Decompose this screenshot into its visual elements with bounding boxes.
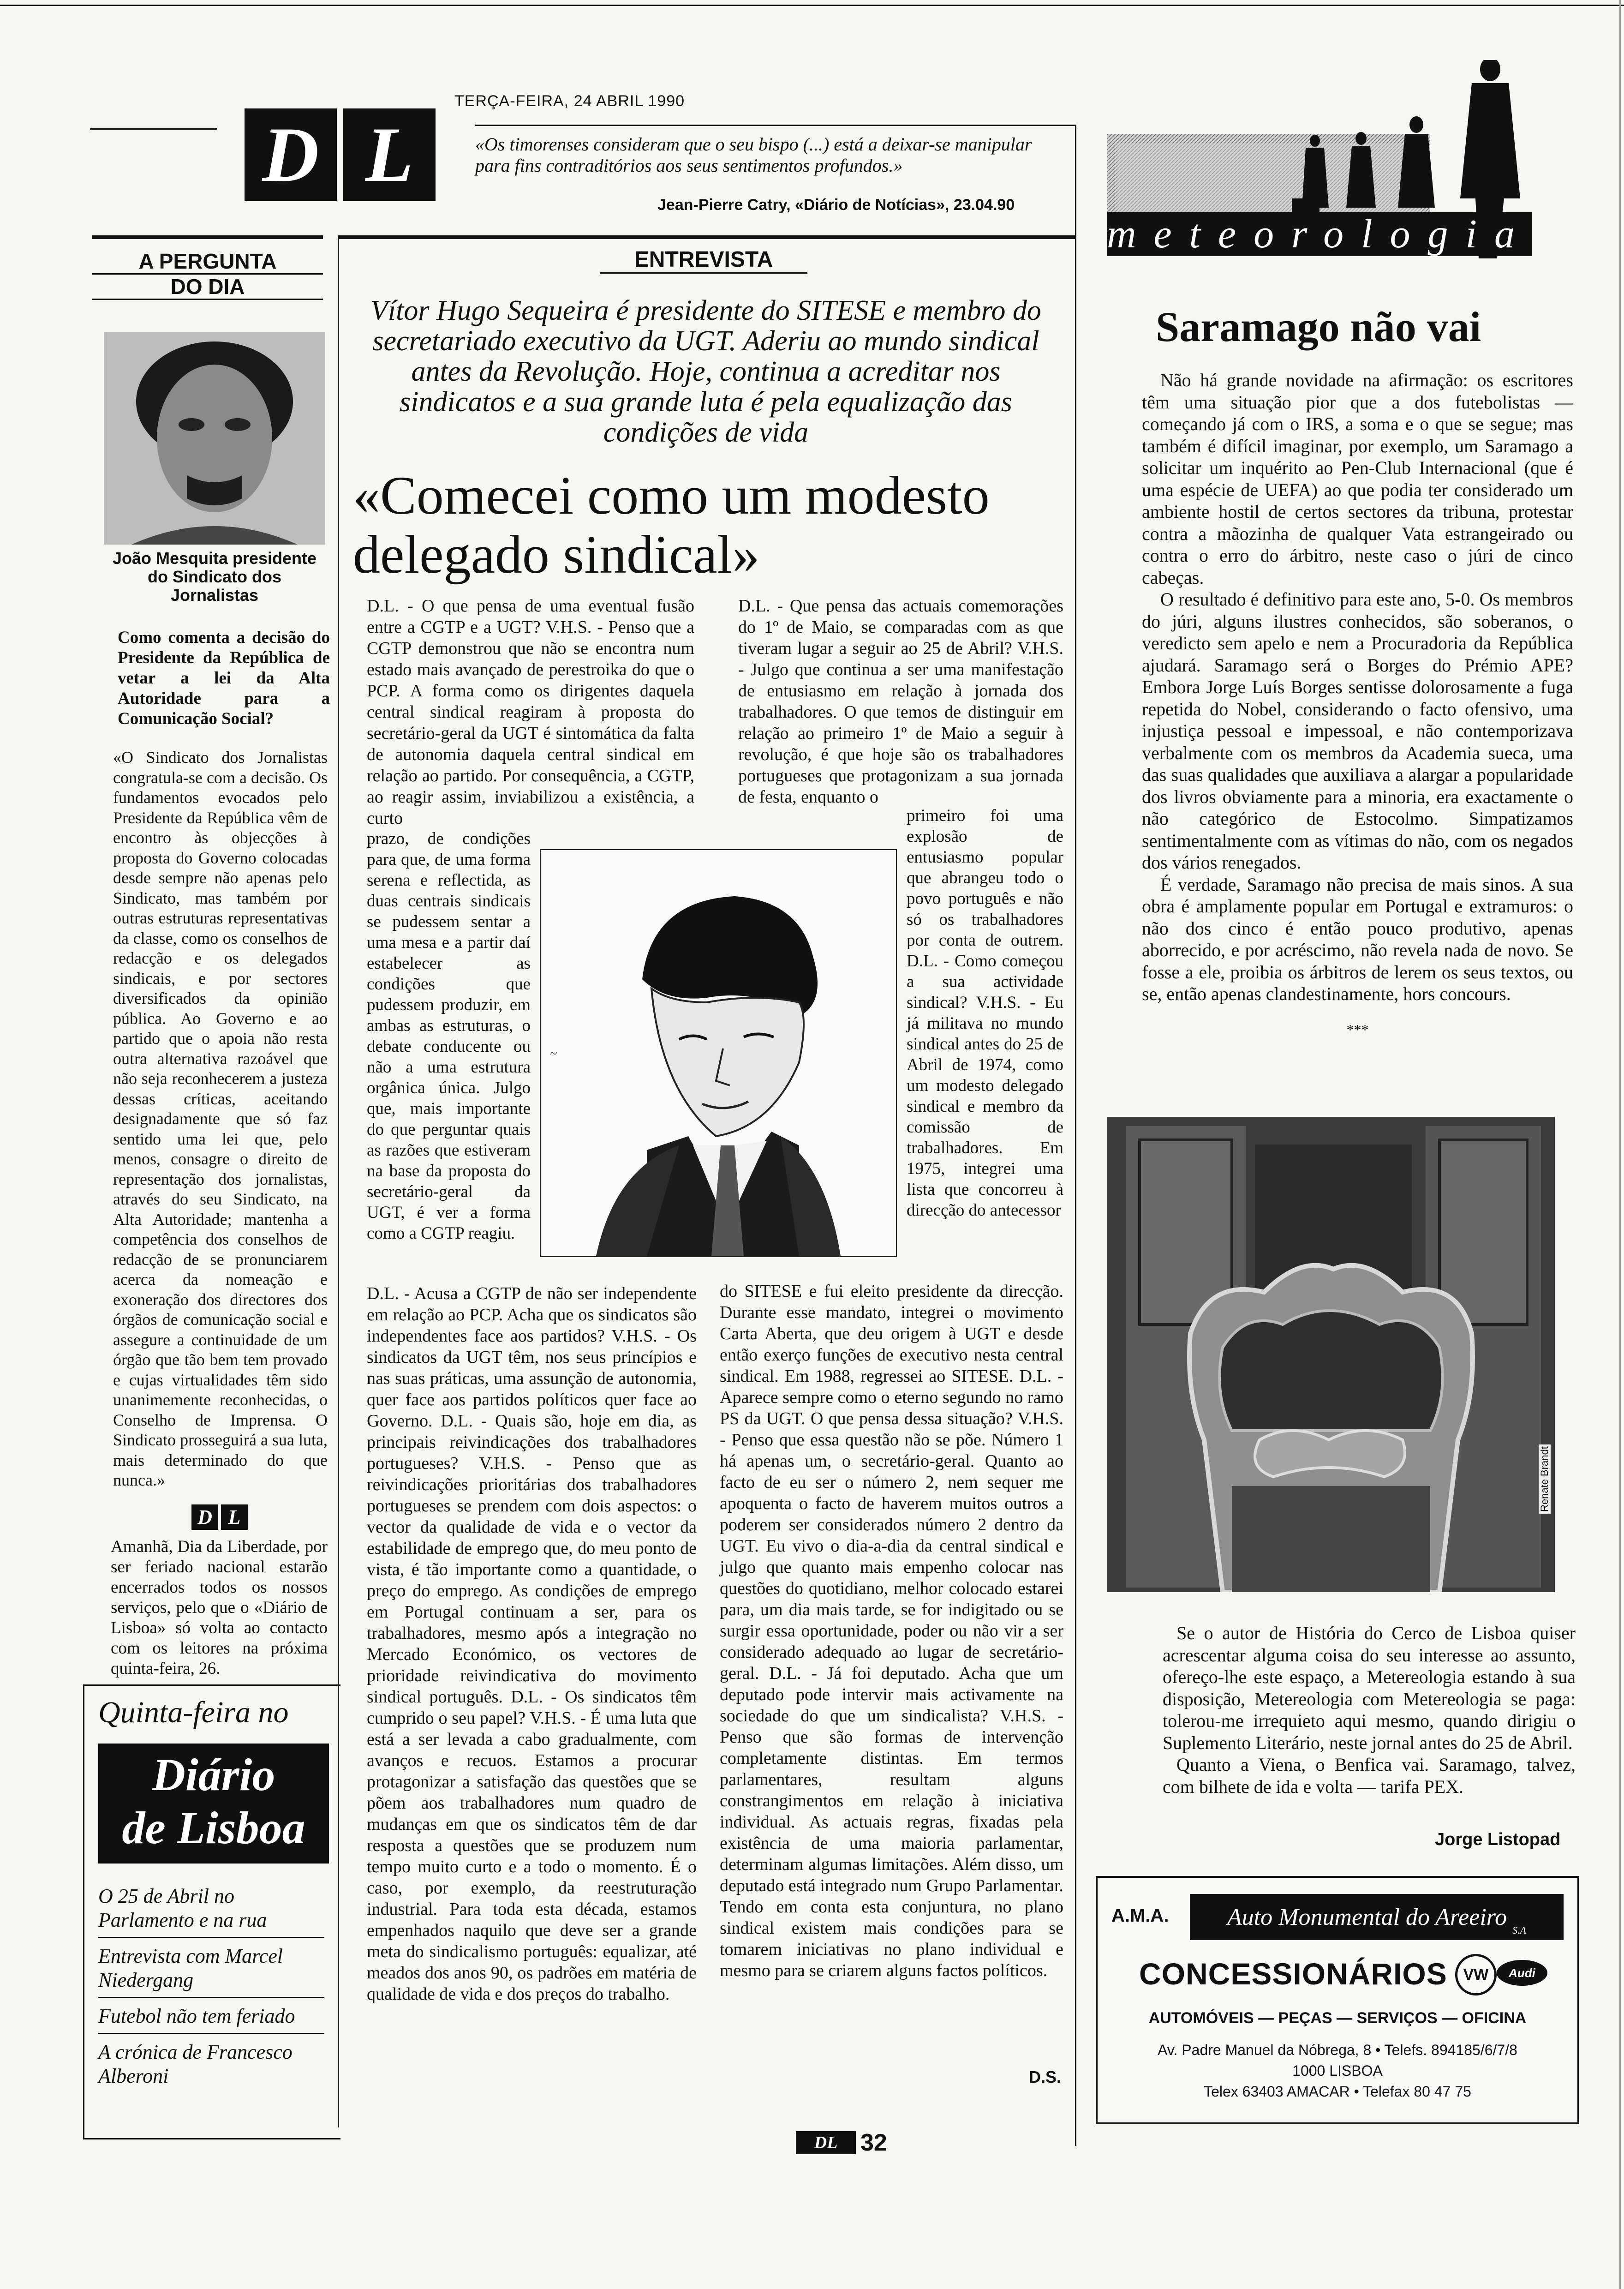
quinta-feira-box — [83, 1684, 340, 2139]
dl-logo — [245, 108, 438, 201]
interview-signature: D.S. — [1029, 2067, 1062, 2086]
ama-brand: A.M.A. — [1111, 1906, 1169, 1926]
dl-mini-logo — [191, 1504, 249, 1530]
meteorologia-title: Saramago não vai — [1156, 303, 1481, 350]
mini-logo-d: D — [191, 1504, 218, 1530]
logo-letter-d: D — [245, 108, 337, 201]
meteorologia-para: Não há grande novidade na afirmação: os escritores têm uma situação pior que a dos futebolistas — começando já com o IRS, a soma e o que se segue; mas também é difícil imaginar, por exemplo, um Saramago a solicitar um inquérito ao Pen-Club Internacional (que é uma espécie de UEFA) ao que podia ter considerado um ambiente hostil de certos sectores da tribuna, protestar contra a mãozinha de qualquer Vata estrangeirado ou contra o erro do árbitro, neste caso o júri de cinco cabeças. — [1142, 370, 1573, 588]
ama-address: Av. Padre Manuel da Nóbrega, 8 • Telefs. 894185/6/7/8 — [1158, 2042, 1517, 2058]
ama-services: AUTOMÓVEIS — PEÇAS — SERVIÇOS — OFICINA — [1148, 2009, 1527, 2027]
entrevista-deck: Vítor Hugo Sequeira é presidente do SITESE e membro do secretariado executivo da UGT. Aderiu ao mundo sindical antes da Revolução. Hoje, continua a acreditar nos sindicatos e a sua grande luta é pela equalização das condições de vida — [370, 295, 1041, 448]
right-page-edge — [1619, 0, 1621, 2289]
meteorologia-author: Jorge Listopad — [1435, 1830, 1561, 1849]
entrevista-headline — [353, 466, 1073, 584]
pergunta-answer: «O Sindicato dos Jornalistas congratula-se com a decisão. Os fundamentos evocados pelo Presidente da República vêm de encontro às objecções à proposta do Governo colocadas desde sempre não apenas pelo Sindicato, mas também por outras estruturas representativas da classe, como os conselhos de redacção e os delegados sindicais, e por sectores diversificados da opinião pública. Ao Governo e ao partido que o apoia não resta outra alternativa razoável que não seja reconhecerem a justeza dessas críticas, aceitando designadamente que só faz sentido uma lei que, pelo menos, consagre o direito de representação dos jornalistas, através do seu Sindicato, na Alta Autoridade; mantenha a competência dos conselhos de redacção de se pronunciarem acerca da nomeação e exoneração dos directores dos órgãos de comunicação social e assegure a continuidade de um órgão que tão bem tem provado e cujas virtualidades têm sido unanimemente reconhecidas, o Conselho de Imprensa. O Sindicato prosseguirá a sua luta, mais determinado do que nunca.» — [113, 748, 328, 1489]
meteorologia-body — [1142, 369, 1573, 1041]
interview-col2-wrap: primeiro foi uma explosão de entusiasmo popular que abrangeu todo o povo português e não só os trabalhadores por conta de outrem. D.L. - Como começou a sua actividade sindical? V.H.S. - Eu já militava no mundo sindical antes do 25 de Abril de 1974, como um modesto delegado sindical e membro da comissão de trabalhadores. Em 1975, integrei uma lista que concorreu à direcção do antecessor — [907, 806, 1063, 1220]
photo-credit: Renate Brandt — [1539, 1444, 1551, 1514]
interview-col1-wrap: prazo, de condições para que, de uma forma serena e reflectida, as duas centrais sindicais se pudessem sentar a uma mesa e a partir daí estabelecer as condições que pudessem produzir, em ambas as estruturas, o debate conducente ou não a uma estrutura orgânica única. Julgo que, mais importante do que perguntar quais as razões que estiveram na base da proposta do secretário-geral da UGT, é ver a forma como a CGTP reagiu. — [367, 829, 531, 1243]
meteorologia-para: É verdade, Saramago não precisa de mais sinos. A sua obra é amplamente popular em Portugal e extramuros: o não dos cinco é então pouco produtivo, apenas aborrecido, e por acréscimo, não revela nada de novo. Se fosse a ele, proibia os árbitros de lerem os seus textos, ou se, então apenas clandestinamente, hors concours. — [1142, 874, 1573, 1004]
page-footer — [796, 2130, 887, 2155]
diario-logo-line1: Diário — [152, 1749, 275, 1800]
footer-logo: DL — [796, 2131, 856, 2154]
ama-city: 1000 LISBOA — [1292, 2062, 1383, 2079]
pergunta-question: Como comenta a decisão do Presidente da República de vetar a lei da Alta Autoridade para a Comunicação Social? — [118, 628, 330, 728]
ama-company-banner — [1190, 1894, 1564, 1940]
ama-telex: Telex 63403 AMACAR • Telefax 80 47 75 — [1204, 2083, 1471, 2100]
diario-logo-line2: de Lisboa — [122, 1802, 305, 1853]
quinta-feira-title: Quinta-feira no — [98, 1696, 289, 1729]
holiday-notice: Amanhã, Dia da Liberdade, por ser feriado nacional estarão encerrados todos os nossos serviços, pelo que o «Diário de Lisboa» só volta ao contacto com os leitores na próxima quinta-feira, 26. — [111, 1537, 328, 1678]
entrevista-label: ENTREVISTA — [600, 247, 807, 274]
portrait-illustration — [540, 849, 897, 1257]
pergunta-header — [92, 249, 323, 300]
pergunta-photo-caption: João Mesquita presidente do Sindicato dos Jornalistas — [112, 549, 317, 605]
masthead-quote: «Os timorenses consideram que o seu bispo (...) está a deixar-se manipular para fins contraditórios aos seus sentimentos profundos.» — [475, 134, 1032, 176]
pergunta-top-rule — [92, 235, 323, 239]
column-divider-left — [338, 235, 339, 2127]
top-border — [0, 5, 1624, 6]
meteorologia-banner-text: meteorologia — [1107, 212, 1532, 257]
quinta-item: O 25 de Abril no Parlamento e na rua — [98, 1884, 324, 1938]
quinta-feira-items — [98, 1884, 324, 2088]
headline-line1: «Comecei como um modesto — [353, 465, 990, 526]
ama-company: Auto Monumental do Areeiro — [1227, 1904, 1507, 1930]
quinta-item: Futebol não tem feriado — [98, 2004, 324, 2034]
meteorologia-para: O resultado é definitivo para este ano, 5-0. Os membros do júri, alguns ilustres conhecidos, são soberanos, o veredicto sem apelo e nem a Procuradoria da República ajudará. Saramago será o Borges do Prémio APE? Embora Jorge Luís Borges sentisse dolorosamente a fuga repetida do Nobel, considerando o facto ofensivo, uma injustiça pessoal e impessoal, e não contemporizava verbalmente com os membros da Academia sueca, uma das suas qualidades que auxiliava a alargar a popularidade dos livros obviamente para a minoria, era exactamente o não categórico de Estocolmo. Simpatizamos sentimentalmente com as vítimas do não, com os negados dos vários renegados. — [1142, 589, 1573, 873]
page-number: 32 — [860, 2129, 887, 2156]
mini-logo-l: L — [221, 1504, 248, 1530]
masthead-left-rule — [90, 128, 217, 130]
pergunta-header-line1: A PERGUNTA — [138, 249, 277, 273]
masthead-quote-source: Jean-Pierre Catry, «Diário de Notícias», 23.04.90 — [657, 196, 1015, 214]
diario-de-lisboa-logo — [98, 1744, 329, 1864]
logo-letter-l: L — [343, 108, 436, 201]
artist-signature: ~ — [550, 1047, 557, 1061]
interview-col2-top: D.L. - Que pensa das actuais comemorações do 1º de Maio, se comparadas com as que tiveram lugar a seguir ao 25 de Abril? V.H.S. - Julgo que continua a ser uma manifestação de entusiasmo em relação à jornada dos trabalhadores. O que temos de distinguir em relação ao primeiro 1º de Maio a seguir à revolução, é que hoje são os trabalhadores portugueses que protagonizam a sua jornada de festa, enquanto o — [738, 596, 1063, 807]
entrevista-top-rule — [339, 235, 1075, 239]
interview-col1-top: D.L. - O que pensa de uma eventual fusão entre a CGTP e a UGT? V.H.S. - Penso que a CGTP demonstrou que não se encontra num estado mais avançado de perestroika do que o PCP. A forma como os dirigentes daquela central sindical reagiram à proposta do secretário-geral da UGT é sintomática da falta de autonomia daquela central sindical em relação ao partido. Por consequência, a CGTP, ao reagir assim, inviabilizou a existência, a curto — [367, 596, 694, 828]
section-separator: *** — [1346, 1021, 1369, 1038]
pergunta-header-line2: DO DIA — [92, 273, 323, 300]
ama-headline: CONCESSIONÁRIOS — [1139, 1957, 1447, 1991]
audi-logo: Audi — [1497, 1960, 1547, 1986]
quinta-item: A crónica de Francesco Alberoni — [98, 2041, 293, 2087]
interview-col2-bottom: do SITESE e fui eleito presidente da direcção. Durante esse mandato, integrei o movimento Carta Aberta, que deu origem à UGT e desde então exerço funções de executivo nesta central sindical. Em 1988, regressei ao SITESE. D.L. - Aparece sempre como o eterno segundo no ramo PS da UGT. O que pensa dessa situação? V.H.S. - Penso que essa questão não se põe. Número 1 há apenas um, o secretário-geral. Quanto ao facto de eu ser o número 2, nem sequer me apoquenta o facto de haverem muitos outros a poderem ser considerados número 2 dentro da UGT. Eu vivo o dia-a-dia da central sindical e julgo que quanto mais empenho colocar nas questões do quotidiano, melhor colocado estarei para, um dia mais tarde, se for indigitado ou se surgir essa oportunidade, poder ou não vir a ser considerado adequado ao lugar de secretário-geral. D.L. - Já foi deputado. Acha que um deputado pode intervir mais activamente na sociedade do que um sindicalista? V.H.S. - Penso que são formas de intervenção completamente distintas. Em termos parlamentares, resultam alguns constrangimentos em relação à iniciativa individual. As actuais regras, fixadas pela existência de uma maioria parlamentar, determinam algumas limitações. Além disso, um deputado está integrado num Grupo Parlamentar. Tendo em conta esta conjuntura, no plano sindical existem mais condições para se tomarem iniciativas no plano individual e mesmo para se criarem alguns factos políticos. — [720, 1282, 1064, 1980]
pergunta-photo — [104, 332, 325, 545]
column-divider-right — [1075, 125, 1076, 2146]
quinta-item: Entrevista com Marcel Niedergang — [98, 1944, 324, 1998]
meteorologia-para: Quanto a Viena, o Benfica vai. Saramago, talvez, com bilhete de ida e volta — tarifa PEX. — [1163, 1754, 1576, 1797]
interview-col1-bottom: D.L. - Acusa a CGTP de não ser independente em relação ao PCP. Acha que os sindicatos são independentes face aos partidos? V.H.S. - Os sindicatos da UGT têm, nos seus princípios e nas suas práticas, uma assunção de autonomia, quer face aos partidos políticos quer face ao Governo. D.L. - Quais são, hoje em dia, as principais reivindicações dos trabalhadores portugueses? V.H.S. - Penso que as reivindicações prioritárias dos trabalhadores portugueses se prendem com dois aspectos: o vector da qualidade de vida e o vector da estabilidade de emprego que, do meu ponto de vista, é tão importante como a quantidade, o preço do emprego. As condições de emprego em Portugal continuam a ser, para os trabalhadores, mesmo após a integração no Mercado Económico, os vectores de prioridade reivindicativa do movimento sindical português. D.L. - Os sindicatos têm cumprido o seu papel? V.H.S. - É uma luta que está a ser levada a cabo gradualmente, com avanços e recuos. Estamos a procurar protagonizar a satisfação das questões que se põem aos trabalhadores num quadro de mudanças em que os sindicatos têm de dar resposta a questões que se produzem num tempo muito curto e a todo o momento. É o caso, por exemplo, da reestruturação industrial. Para toda esta década, estamos empenhados naquilo que deve ser a grande meta do sindicalismo português: equalizar, até meados dos anos 90, os padrões em matéria de qualidade de vida e dos preços do trabalho. — [367, 1284, 697, 2004]
meteorologia-banner — [1107, 212, 1532, 256]
masthead-bottom-rule-top — [475, 125, 1075, 126]
meteorologia-para: Se o autor de História do Cerco de Lisboa quiser acrescentar alguma coisa do seu interesse ao assunto, ofereço-lhe este espaço, a Metereologia estando à sua disposição, Metereologia com Metereologia se paga: tolerou-me irrequieto aqui mesmo, quando dirigiu o Suplemento Literário, neste jornal antes do 25 de Abril. — [1163, 1623, 1576, 1753]
meteorologia-closing — [1163, 1622, 1576, 1798]
chair-photo — [1107, 1117, 1555, 1592]
headline-line2: delegado sindical» — [353, 524, 760, 585]
vw-logo: VW — [1455, 1954, 1497, 1995]
ama-company-suffix: S.A — [1512, 1924, 1527, 1936]
ama-advertisement — [1096, 1876, 1579, 2124]
issue-date: TERÇA-FEIRA, 24 ABRIL 1990 — [454, 92, 685, 110]
